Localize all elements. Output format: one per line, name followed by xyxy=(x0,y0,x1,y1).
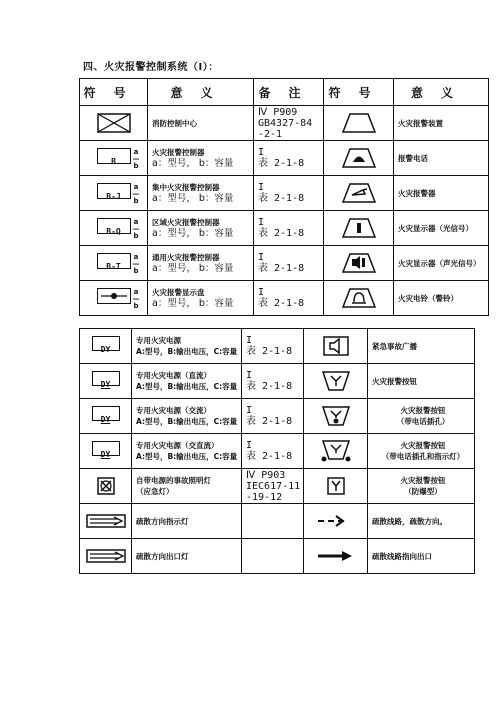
display-light-icon xyxy=(341,217,377,239)
remark-cell: Ⅳ P909 GB4327-84 -2-1 xyxy=(254,106,324,141)
header-row xyxy=(80,79,489,106)
remark-cell: I 表 2-1-8 xyxy=(242,399,304,434)
meaning-cell: 消防控制中心 xyxy=(148,106,254,141)
symbol-cell xyxy=(80,211,148,246)
power-box-icon: DY xyxy=(92,336,120,351)
remark-cell: I 表 2-1-8 xyxy=(242,364,304,399)
symbol-cell xyxy=(80,106,148,141)
symbol-cell-right xyxy=(324,246,394,281)
symbol-cell xyxy=(80,246,148,281)
table-row xyxy=(80,364,475,399)
remark-cell: I 表 2-1-8 xyxy=(254,246,324,281)
symbol-cell-right xyxy=(304,364,368,399)
remark-cell: Ⅳ P903 IEC617-11 -19-12 xyxy=(242,469,304,504)
fraction: a — b xyxy=(132,288,140,310)
table-row xyxy=(80,141,489,176)
display-sound-light-icon xyxy=(341,252,377,274)
arrow-box-double-icon xyxy=(86,514,126,528)
header-symbol-2: 符号 xyxy=(324,79,394,106)
meaning-cell: 区域火灾报警控制器 a：型号， b：容量 xyxy=(148,211,254,246)
box-x-icon xyxy=(97,113,131,133)
meaning-cell-right: 疏散线路，疏散方向。 xyxy=(368,504,475,539)
section-title: 四、火灾报警控制系统（Ⅰ）： xyxy=(83,62,219,73)
header-remarks: 备注 xyxy=(254,79,324,106)
y-square-icon xyxy=(327,477,345,495)
symbol-cell xyxy=(80,281,148,316)
table-row xyxy=(80,504,475,539)
controller-box-icon: B-J a — b xyxy=(97,183,131,199)
power-box-icon: DY xyxy=(92,371,120,386)
remark-cell: I 表 2-1-8 xyxy=(242,329,304,364)
alarm-bell-icon xyxy=(341,182,377,204)
header-meaning-2: 意义 xyxy=(394,79,489,106)
meaning-cell: 专用火灾电源 A:型号，B:输出电压，C:容量 xyxy=(132,329,242,364)
meaning-cell-right: 火灾报警装置 xyxy=(394,106,489,141)
meaning-cell-right: 火灾电铃（警铃） xyxy=(394,281,489,316)
meaning-cell: 专用火灾电源（直流） A:型号，B:输出电压，C:容量 xyxy=(132,364,242,399)
table-row xyxy=(80,106,489,141)
symbol-cell-right xyxy=(324,281,394,316)
symbol-cell xyxy=(80,141,148,176)
symbol-cell-right xyxy=(304,399,368,434)
meaning-cell: 疏散方向出口灯 xyxy=(132,539,242,574)
symbol-cell-right xyxy=(324,176,394,211)
meaning-cell: 疏散方向指示灯 xyxy=(132,504,242,539)
table-row xyxy=(80,211,489,246)
meaning-cell: 专用火灾电源（交流） A:型号，B:输出电压，C:容量 xyxy=(132,399,242,434)
trapezoid-icon xyxy=(341,112,377,134)
meaning-cell-right: 疏散线路指向出口 xyxy=(368,539,475,574)
remark-cell xyxy=(242,539,304,574)
meaning-cell-right: 火灾显示器（声光信号） xyxy=(394,246,489,281)
display-panel-icon xyxy=(97,288,140,310)
y-trapezoid-phone-icon xyxy=(321,405,351,427)
y-trapezoid-lamp-icon xyxy=(320,439,352,463)
meaning-cell-right: 火灾报警按钮 （带电话插孔） xyxy=(368,399,475,434)
symbol-cell xyxy=(80,364,132,399)
symbol-cell-right xyxy=(324,141,394,176)
remark-cell: I 表 2-1-8 xyxy=(254,176,324,211)
header-meaning: 意义 xyxy=(148,79,254,106)
fraction: a — b xyxy=(132,218,140,240)
remark-cell: I 表 2-1-8 xyxy=(254,211,324,246)
symbol-cell xyxy=(80,469,132,504)
header-symbol: 符号 xyxy=(80,79,148,106)
arrow-box-exit-icon xyxy=(86,549,126,563)
power-box-icon: DY xyxy=(92,441,120,456)
meaning-cell-right: 火灾显示器（光信号） xyxy=(394,211,489,246)
controller-box-icon: B-Q a — b xyxy=(97,218,131,234)
symbol-cell-right xyxy=(304,434,368,469)
table-row xyxy=(80,281,489,316)
meaning-cell-right: 报警电话 xyxy=(394,141,489,176)
remark-cell xyxy=(242,504,304,539)
meaning-cell-right: 火灾报警按钮 （带电话插孔和指示灯） xyxy=(368,434,475,469)
symbol-cell-right xyxy=(324,106,394,141)
power-box-icon: DY xyxy=(92,406,120,421)
table-row xyxy=(80,399,475,434)
siren-icon xyxy=(341,287,377,309)
fraction: a — b xyxy=(132,148,140,170)
table-row xyxy=(80,329,475,364)
symbol-table-1 xyxy=(79,78,489,316)
symbol-cell xyxy=(80,399,132,434)
symbol-cell xyxy=(80,176,148,211)
meaning-cell: 集中火灾报警控制器 a：型号， b：容量 xyxy=(148,176,254,211)
symbol-cell-right xyxy=(304,469,368,504)
meaning-cell: 火灾报警显示盘 a：型号， b：容量 xyxy=(148,281,254,316)
symbol-cell xyxy=(80,329,132,364)
remark-cell: I 表 2-1-8 xyxy=(254,281,324,316)
table-row xyxy=(80,246,489,281)
symbol-cell xyxy=(80,504,132,539)
table-row xyxy=(80,469,475,504)
fraction: a — b xyxy=(132,183,140,205)
table-row xyxy=(80,434,475,469)
symbol-cell-right xyxy=(324,211,394,246)
solid-arrow-icon xyxy=(316,550,356,562)
symbol-cell xyxy=(80,539,132,574)
meaning-cell: 自带电源的事故照明灯 （应急灯） xyxy=(132,469,242,504)
box-x-circle-icon xyxy=(97,477,115,495)
symbol-cell-right xyxy=(304,539,368,574)
controller-box-icon: B-T a — b xyxy=(97,253,131,269)
meaning-cell-right: 火灾报警器 xyxy=(394,176,489,211)
dashed-arrow-icon xyxy=(316,515,356,527)
speaker-icon xyxy=(323,336,349,356)
remark-cell: I 表 2-1-8 xyxy=(242,434,304,469)
symbol-table-2 xyxy=(79,328,475,574)
table-row xyxy=(80,176,489,211)
meaning-cell-right: 紧急事故广播 xyxy=(368,329,475,364)
meaning-cell-right: 火灾报警按钮 xyxy=(368,364,475,399)
remark-cell: I 表 2-1-8 xyxy=(254,141,324,176)
meaning-cell: 通用火灾报警控制器 a：型号， b：容量 xyxy=(148,246,254,281)
fraction: a — b xyxy=(132,253,140,275)
y-trapezoid-icon xyxy=(321,370,351,392)
symbol-cell-right xyxy=(304,504,368,539)
controller-box-icon: B a — b xyxy=(97,148,131,164)
alarm-telephone-icon xyxy=(341,147,377,169)
meaning-cell: 火灾报警控制器 a：型号， b：容量 xyxy=(148,141,254,176)
table-row xyxy=(80,539,475,574)
symbol-cell-right xyxy=(304,329,368,364)
symbol-cell xyxy=(80,434,132,469)
meaning-cell-right: 火灾报警按钮 （防爆型） xyxy=(368,469,475,504)
meaning-cell: 专用火灾电源（交直流） A:型号，B:输出电压，C:容量 xyxy=(132,434,242,469)
